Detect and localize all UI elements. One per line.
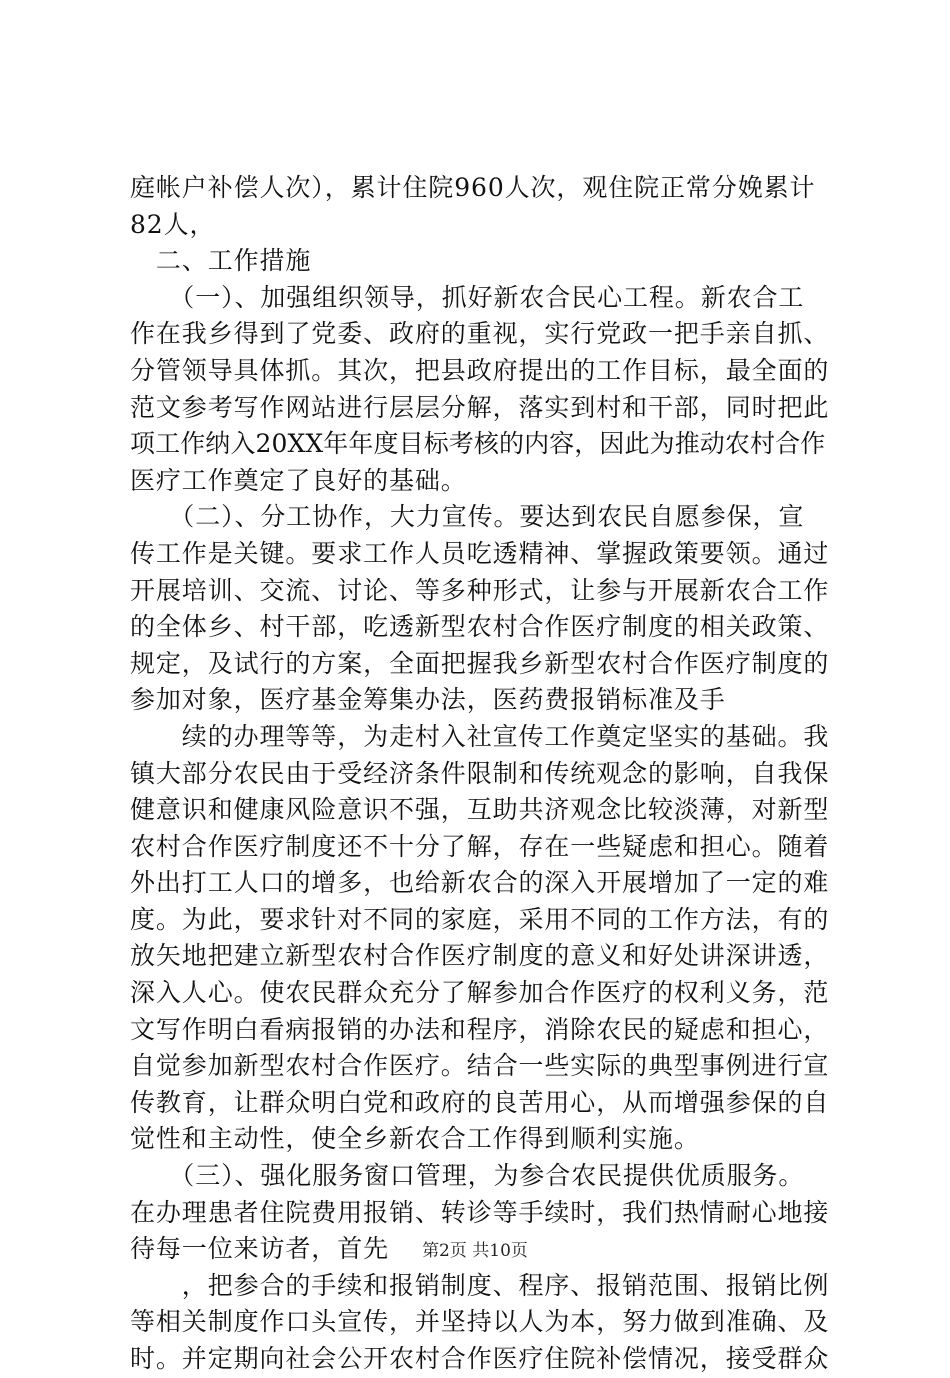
text-line: 范文参考写作网站进行层层分解，落实到村和干部，同时把此 <box>130 392 830 422</box>
text-line: 觉性和主动性，使全乡新农合工作得到顺利实施。 <box>130 1124 700 1154</box>
text-line: 的全体乡、村干部，吃透新型农村合作医疗制度的相关政策、 <box>130 612 830 642</box>
page-number-footer: 第2页 共10页 <box>422 1241 528 1261</box>
text-line: 续的办理等等，为走村入社宣传工作奠定坚实的基础。我 <box>130 721 830 751</box>
text-line: 时。并定期向社会公开农村合作医疗住院补偿情况，接受群众 <box>130 1344 830 1373</box>
text-line: 参加对象，医疗基金筹集办法，医药费报销标准及手 <box>130 685 726 715</box>
text-line: 项工作纳入20XX年年度目标考核的内容，因此为推动农村合作 <box>130 429 826 459</box>
text-line: 度。为此，要求针对不同的家庭，采用不同的工作方法，有的 <box>130 904 830 934</box>
text-line: 镇大部分农民由于受经济条件限制和传统观念的影响，自我保 <box>130 758 830 788</box>
text-line: 在办理患者住院费用报销、转诊等手续时，我们热情耐心地接 <box>130 1197 830 1227</box>
document-body <box>130 170 830 1378</box>
text-line: 外出打工人口的增多，也给新农合的深入开展增加了一定的难 <box>130 868 830 898</box>
text-line: 自觉参加新型农村合作医疗。结合一些实际的典型事例进行宣 <box>130 1051 830 1081</box>
text-line: 传工作是关键。要求工作人员吃透精神、掌握政策要领。通过 <box>130 538 830 568</box>
text-line: 等相关制度作口头宣传，并坚持以人为本，努力做到准确、及 <box>130 1307 830 1337</box>
text-line: 作在我乡得到了党委、政府的重视，实行党政一把手亲自抓、 <box>130 319 830 349</box>
text-line: 深入人心。使农民群众充分了解参加合作医疗的权利义务，范 <box>130 978 830 1008</box>
text-line: 放矢地把建立新型农村合作医疗制度的意义和好处讲深讲透， <box>130 941 830 971</box>
text-line: 医疗工作奠定了良好的基础。 <box>130 465 467 495</box>
text-line: 文写作明白看病报销的办法和程序，消除农民的疑虑和担心， <box>130 1014 830 1044</box>
text-line: 待每一位来访者，首先 <box>130 1234 390 1264</box>
text-line: 二、工作措施 <box>130 246 312 276</box>
text-line: 传教育，让群众明白党和政府的良苦用心，从而增强参保的自 <box>130 1087 830 1117</box>
text-line: 规定，及试行的方案，全面把握我乡新型农村合作医疗制度的 <box>130 648 830 678</box>
text-line: （三）、强化服务窗口管理，为参合农民提供优质服务。 <box>130 1161 805 1191</box>
text-line: 分管领导具体抓。其次，把县政府提出的工作目标，最全面的 <box>130 355 830 385</box>
text-line: 开展培训、交流、讨论、等多种形式，让参与开展新农合工作 <box>130 575 830 605</box>
text-line: ，把参合的手续和报销制度、程序、报销范围、报销比例 <box>130 1270 830 1300</box>
text-line: （一）、加强组织领导，抓好新农合民心工程。新农合工 <box>130 282 805 312</box>
text-line: 农村合作医疗制度还不十分了解，存在一些疑虑和担心。随着 <box>130 831 830 861</box>
text-line: 庭帐户补偿人次），累计住院960人次，观住院正常分娩累计 <box>130 173 816 202</box>
text-line: （二）、分工协作，大力宣传。要达到农民自愿参保，宣 <box>130 502 805 532</box>
text-line: 82人， <box>130 209 216 239</box>
text-line: 健意识和健康风险意识不强，互助共济观念比较淡薄，对新型 <box>130 795 830 825</box>
